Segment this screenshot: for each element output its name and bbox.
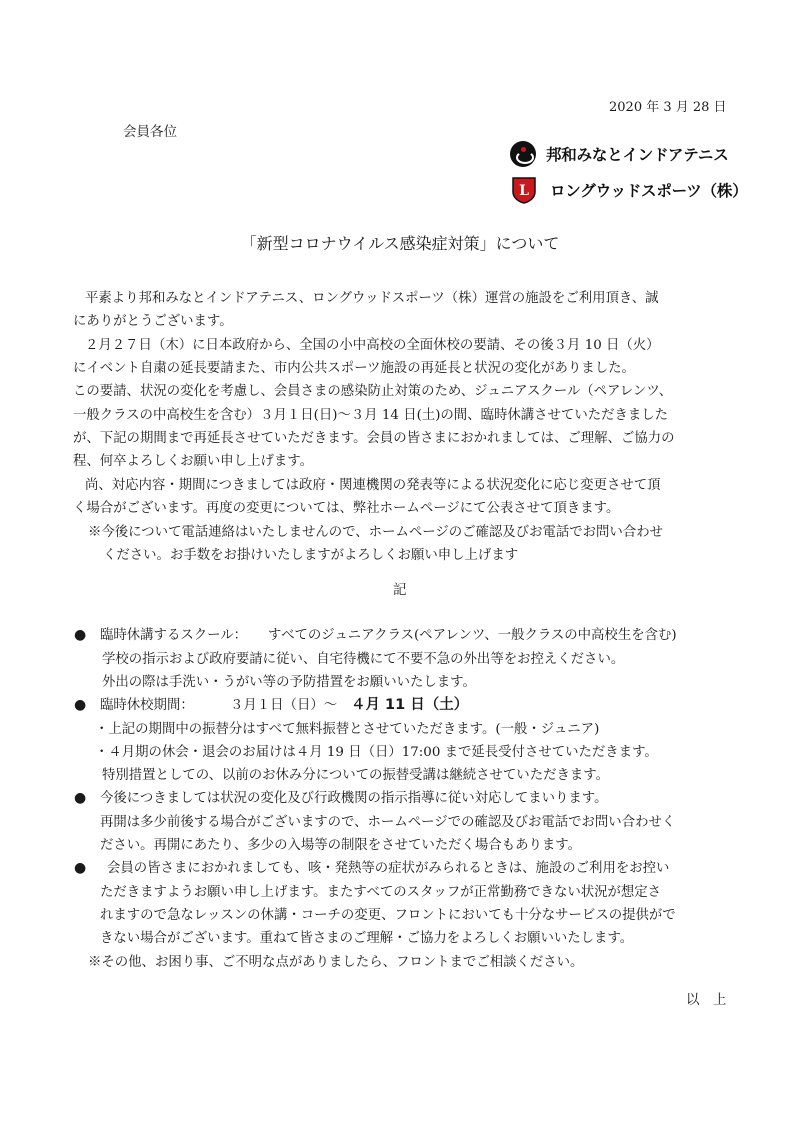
bullet-mark: ● (74, 790, 87, 806)
body-text-line: 尚、対応内容・期間につきましては政府・関連機関の発表等による状況変化に応じ変更させて頂 (85, 478, 661, 493)
item3-text: 今後につきましては状況の変化及び行政機関の指示指導に従い対応してまいります。 (100, 791, 608, 806)
item2-detail: 特別措置としての、以前のお休み分についての振替受講は継続させていただきます。 (102, 768, 609, 783)
body-note-line: ※今後について電話連絡はいたしませんので、ホームページのご確認及びお電話でお問い合わせ (88, 525, 663, 540)
body-text-line: 一般クラスの中高校生を含む）３月１日(日)～３月 14 日(土)の間、臨時休講させていただきました (73, 408, 669, 423)
houwa-logo (510, 140, 729, 168)
item4-text: れますので急なレッスンの休講・コーチの変更、フロントにおいても十分なサービスの提供がで (100, 908, 676, 923)
item4-text: きない場合がございます。重ねて皆さまのご理解・ご協力をよろしくお願いいたします。 (100, 931, 634, 946)
item2-end-date: ４月 11 日（土） (351, 697, 469, 713)
item1-detail: 外出の際は手洗い・うがい等の予防措置をお願いいたします。 (102, 675, 476, 690)
longwood-shield-icon (511, 176, 537, 204)
body-text-line: この要請、状況の変化を考慮し、会員さまの感染防止対策のため、ジュニアスクール（ペアレンツ、 (73, 384, 673, 399)
item1-label: 臨時休講するスクール： (100, 628, 248, 643)
houwa-badge-icon (510, 141, 536, 167)
body-text-line: にありがとうございます。 (73, 314, 233, 329)
body-text-line: ２月２７日（木）に日本政府から、全国の小中高校の全面休校の要請、その後３月 10 日（火） (85, 338, 660, 353)
ki-heading: 記 (393, 582, 407, 598)
bullet-mark: ● (74, 860, 87, 876)
body-text-line: にイベント自粛の延長要請また、市内公共スポーツ施設の再延長と状況の変化がありました。 (73, 361, 635, 376)
item1-value: すべてのジュニアクラス(ペアレンツ、一般クラスの中高校生を含む) (268, 628, 677, 643)
item2-start: ３月１日（日）～ (230, 698, 338, 713)
longwood-badge-letter: L (519, 183, 529, 199)
item2-detail: ・上記の期間中の振替分はすべて無料振替とさせていただきます。(一般・ジュニア) (95, 722, 600, 737)
bullet-mark: ● (74, 627, 87, 643)
item4-text: 会員の皆さまにおかれましても、咳・発熱等の症状がみられるときは、施設のご利用をお控い (107, 861, 670, 876)
bullet-mark: ● (74, 697, 87, 713)
longwood-logo (511, 176, 748, 204)
houwa-brand-name: 邦和みなとインドアテニス (546, 146, 729, 164)
body-text-line: が、下記の期間まで再延長させていただきます。会員の皆さまにおかれましては、ご理解、ご協力の (73, 431, 675, 446)
body-text-line: く場合がございます。再度の変更については、弊社ホームページにて公表させて頂きます。 (73, 501, 620, 516)
item3-text: 再開は多少前後する場合がございますので、ホームページでの確認及びお電話でお問い合わせく (100, 815, 676, 830)
item4-text: ただきますようお願い申し上げます。またすべてのスタッフが正常勤務できない状況が想定さ (100, 885, 662, 900)
item2-label: 臨時休校期間： (100, 698, 194, 713)
notice-title: 「新型コロナウイルス感染症対策」について (240, 234, 560, 253)
body-text-line: 程、何卒よろしくお願い申し上げます。 (73, 454, 313, 469)
document-date: 2020 年 3 月 28 日 (609, 100, 727, 115)
item2-detail: ・４月期の休会・退会のお届けは４月 19 日（日）17:00 まで延長受付させていただきます。 (95, 745, 658, 760)
addressee: 会員各位 (123, 124, 177, 140)
body-note-line: ください。お手数をお掛けいたしますがよろしくお願い申し上げます (103, 548, 519, 563)
closing-mark: 以 上 (686, 992, 727, 1008)
item1-detail: 学校の指示および政府要請に従い、自宅待機にて不要不急の外出等をお控えください。 (102, 652, 625, 667)
final-note: ※その他、お困り事、ご不明な点がありましたら、フロントまでご相談ください。 (88, 955, 584, 970)
item3-text: ださい。再開にあたり、多少の入場等の制限をさせていただく場合もあります。 (100, 838, 581, 853)
longwood-brand-name: ロングウッドスポーツ（株） (550, 182, 748, 200)
body-text-line: 平素より邦和みなとインドアテニス、ロングウッドスポーツ（株）運営の施設をご利用頂き、誠 (85, 291, 659, 306)
